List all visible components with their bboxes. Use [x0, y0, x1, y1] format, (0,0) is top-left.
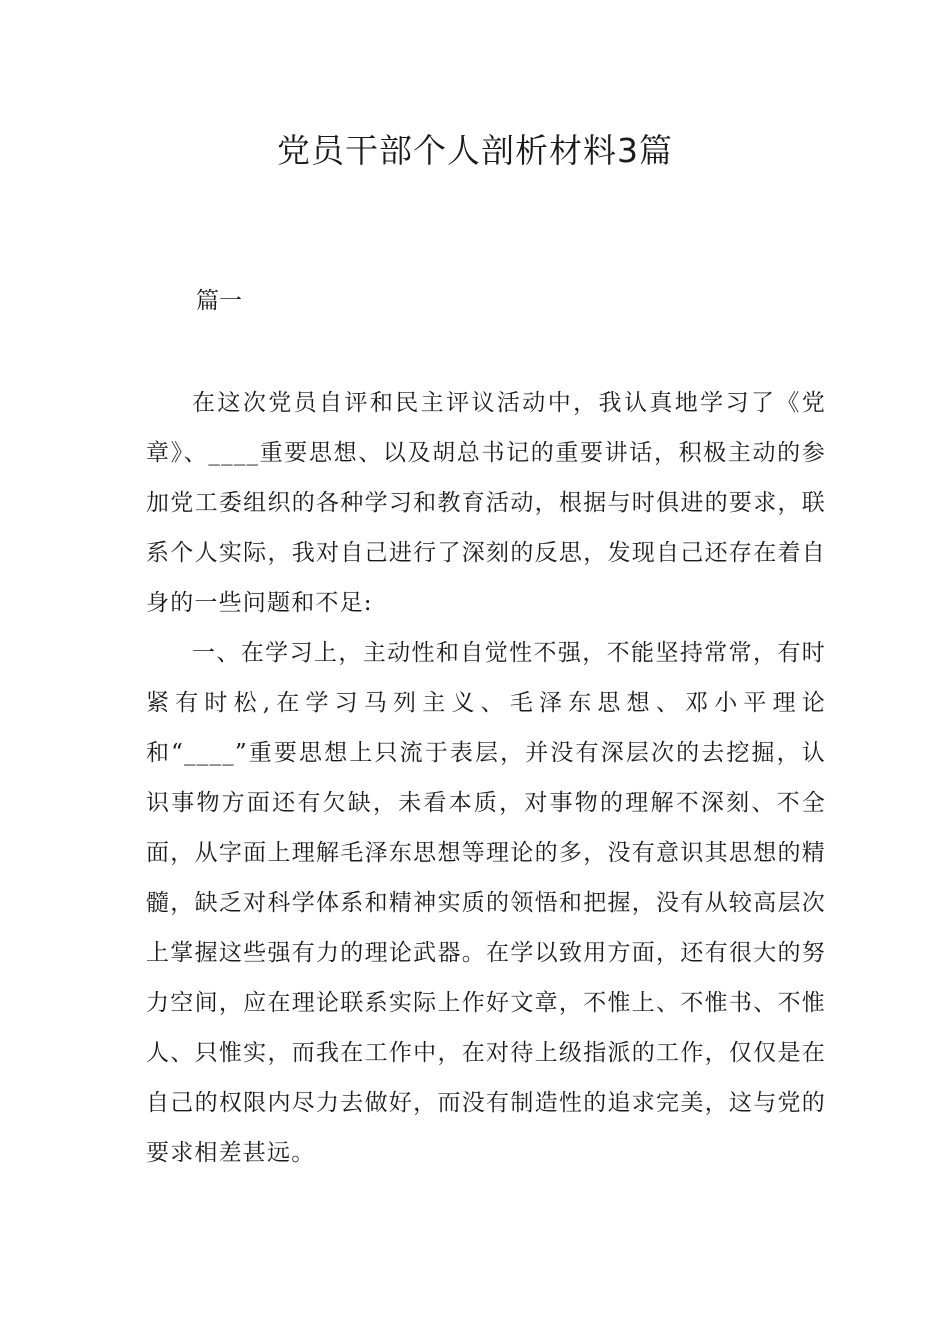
section-heading: 篇一 [196, 288, 242, 314]
document-body [146, 378, 826, 1178]
paragraph-intro: 在这次党员自评和民主评议活动中，我认真地学习了《党章》、____重要思想、以及胡总书记的重要讲话，积极主动的参加党工委组织的各种学习和教育活动，根据与时俱进的要求，联系个人实际，我对自己进行了深刻的反思，发现自己还存在着自身的一些问题和不足: [146, 390, 826, 616]
paragraph-point-one: 一、在学习上，主动性和自觉性不强，不能坚持常常，有时紧有时松,在学习马列主义、毛泽东思想、邓小平理论和“____”重要思想上只流于表层，并没有深层次的去挖掘，认识事物方面还有欠缺，未看本质，对事物的理解不深刻、不全面，从字面上理解毛泽东思想等理论的多，没有意识其思想的精髓，缺乏对科学体系和精神实质的领悟和把握，没有从较高层次上掌握这些强有力的理论武器。在学以致用方面，还有很大的努力空间，应在理论联系实际上作好文章，不惟上、不惟书、不惟人、只惟实，而我在工作中，在对待上级指派的工作，仅仅是在自己的权限内尽力去做好，而没有制造性的追求完美，这与党的要求相差甚远。 [146, 640, 826, 1166]
document-title: 党员干部个人剖析材料3篇 [277, 131, 673, 170]
